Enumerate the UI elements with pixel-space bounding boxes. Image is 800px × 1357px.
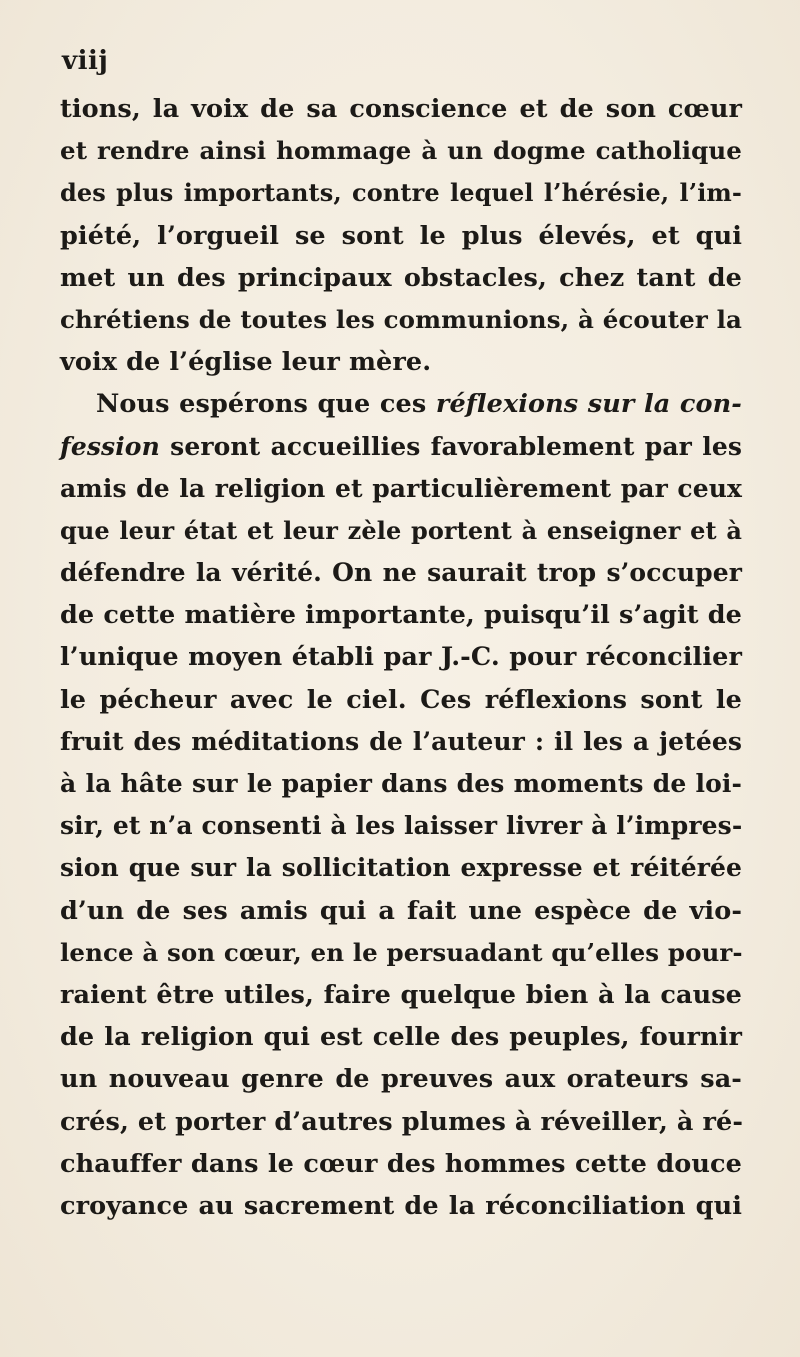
text-line [60,299,742,341]
text-segment: crés, et porter d’autres plumes à réveiller, à ré- [60,1106,744,1137]
text-segment: sir, et n’a consenti à les laisser livrer à l’impres- [60,811,743,841]
text-line [60,215,742,257]
text-segment: croyance au sacrement de la réconciliation qui [60,1190,742,1221]
text-segment: à la hâte sur le papier dans des moments de loi- [60,769,742,798]
text-segment: de la religion qui est celle des peuples, fournir [60,1022,742,1053]
text-line [60,257,742,299]
text-line [60,636,742,678]
text-segment: lence à son cœur, en le persuadant qu’elles pour- [60,937,743,967]
text-segment: voix de l’église leur mère. [60,347,432,378]
text-segment: chauffer dans le cœur des hommes cette douce [60,1148,742,1179]
text-segment: raient être utiles, faire quelque bien à la cause [60,979,742,1010]
text-segment: tions, la voix de sa conscience et de son cœur [60,94,742,124]
body-text [60,88,742,1227]
text-line [60,130,742,172]
text-segment: seront accueillies favorablement par les [159,431,742,461]
page-number: viij [62,46,109,76]
text-line [60,847,742,889]
text-line [60,88,742,130]
text-line [60,1016,742,1058]
text-segment: met un des principaux obstacles, chez tant de [60,262,742,293]
text-line [60,974,742,1016]
text-segment: un nouveau genre de preuves aux orateurs sa- [60,1064,742,1095]
text-line [60,1143,742,1185]
text-line [60,468,742,510]
text-segment: chrétiens de toutes les communions, à écouter la [60,304,742,334]
text-segment: amis de la religion et particulièrement par ceux [60,473,742,503]
text-segment: et rendre ainsi hommage à un dogme catholique [60,136,742,166]
text-segment: sion que sur la sollicitation expresse et réitérée [60,853,742,883]
text-line [60,341,742,383]
text-line [60,721,742,763]
text-segment: piété, l’orgueil se sont le plus élevés, et qui [60,220,742,251]
text-segment: de cette matière importante, puisqu’il s’agit de [60,600,742,631]
text-line [60,552,742,594]
text-line [60,763,742,805]
text-line [60,594,742,636]
text-line [60,679,742,721]
italic-text-segment: réflexions sur la con- [435,389,742,420]
text-segment: défendre la vérité. On ne saurait trop s’occuper [60,558,742,588]
text-segment: que leur état et leur zèle portent à enseigner et à [60,515,742,545]
text-line [60,1185,742,1227]
text-segment: des plus importants, contre lequel l’hérésie, l’im- [60,178,742,208]
text-line [60,932,742,974]
text-line [60,510,742,552]
text-line [60,805,742,847]
text-line [60,383,742,425]
text-line [60,890,742,932]
text-line [60,426,742,468]
text-segment: Nous espérons que ces [96,389,436,420]
text-segment: le pécheur avec le ciel. Ces réflexions sont le [60,684,742,715]
text-segment: l’unique moyen établi par J.-C. pour réconcilier [60,642,742,673]
text-line [60,1058,742,1100]
text-line [60,1101,742,1143]
text-line [60,172,742,214]
text-segment: fruit des méditations de l’auteur : il les a jetées [60,726,742,756]
text-segment: d’un de ses amis qui a fait une espèce de vio- [60,895,742,926]
italic-text-segment: fession [60,431,160,461]
